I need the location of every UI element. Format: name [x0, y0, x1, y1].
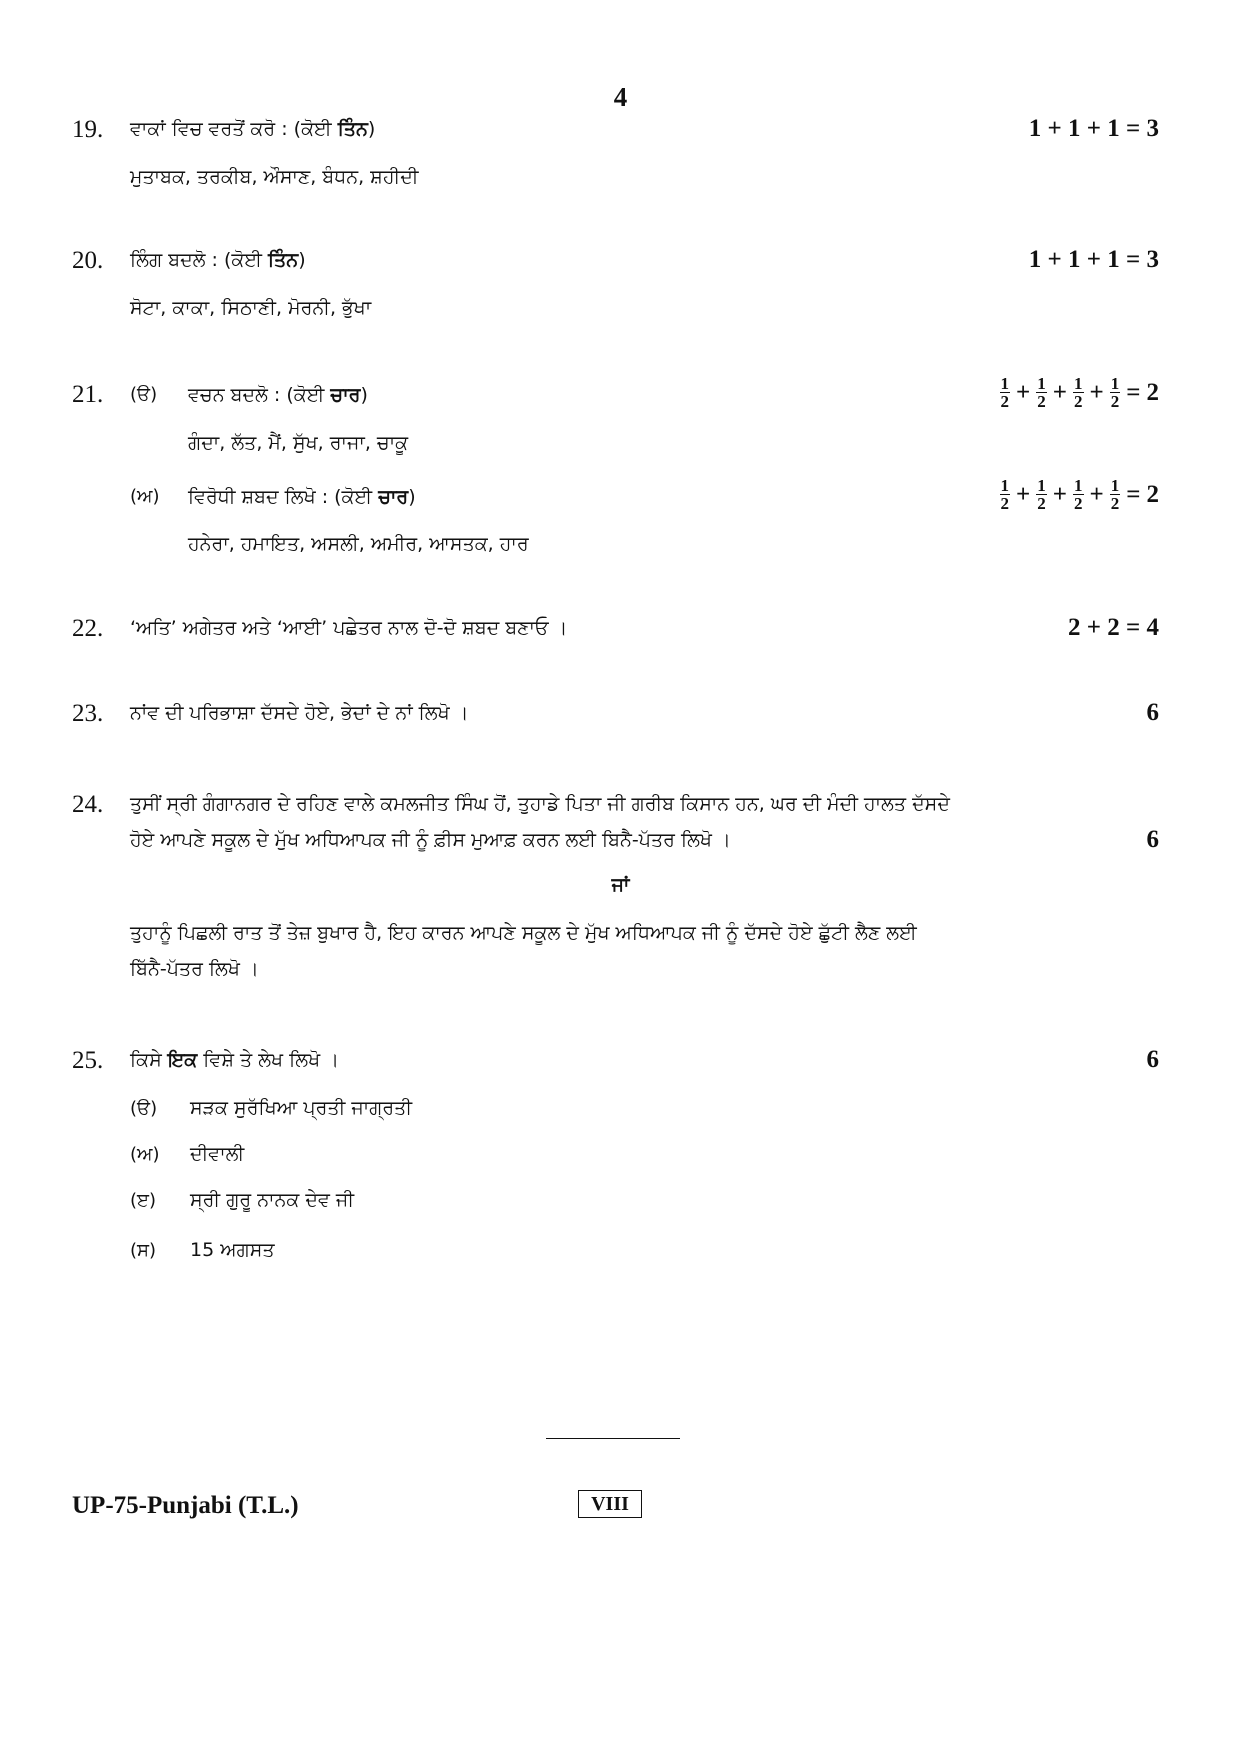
option-label: (ੲ)	[130, 1190, 157, 1211]
question-24-alt-line-2: ਬਿੱਨੈ-ਪੱਤਰ ਲਿਖੋ ।	[130, 958, 259, 980]
question-20-instruction: ਲਿੰਗ ਬਦਲੋ : (ਕੋਈ ਤਿੰਨ)	[130, 249, 306, 271]
question-21b-label: (ਅ)	[130, 486, 160, 507]
option-label: (ਅ)	[130, 1144, 160, 1165]
option-text: ਸ੍ਰੀ ਗੁਰੂ ਨਾਨਕ ਦੇਵ ਜੀ	[190, 1189, 355, 1211]
question-24-alt-line-1: ਤੁਹਾਨੂੰ ਪਿਛਲੀ ਰਾਤ ਤੋਂ ਤੇਜ਼ ਬੁਖਾਰ ਹੈ, ਇਹ ਕਾਰਨ ਆਪਣੇ ਸਕੂਲ ਦੇ ਮੁੱਖ ਅਧਿਆਪਕ ਜੀ ਨੂੰ ਦੱਸਦੇ ਹੋਏ ਛੁੱਟੀ ਲੈਣ ਲਈ	[130, 922, 917, 944]
question-22-marks: 2 + 2 = 4	[1068, 614, 1159, 641]
option-text: ਸੜਕ ਸੁਰੱਖਿਆ ਪ੍ਰਤੀ ਜਾਗ੍ਰਤੀ	[190, 1097, 413, 1119]
question-21a-marks: $\frac{1}{2}$ + $\frac{1}{2}$ + $\frac{1}{2}$ + $\frac{1}{2}$ = 2	[1000, 374, 1159, 411]
question-21b-marks: $\frac{1}{2}$ + $\frac{1}{2}$ + $\frac{1}{2}$ + $\frac{1}{2}$ = 2	[1000, 476, 1159, 513]
class-box: VIII	[578, 1490, 642, 1518]
question-20-marks: 1 + 1 + 1 = 3	[1028, 246, 1159, 273]
question-24-line-2: ਹੋਏ ਆਪਣੇ ਸਕੂਲ ਦੇ ਮੁੱਖ ਅਧਿਆਪਕ ਜੀ ਨੂੰ ਫ਼ੀਸ ਮੁਆਫ਼ ਕਰਨ ਲਈ ਬਿਨੈ-ਪੱਤਰ ਲਿਖੋ ।	[130, 829, 731, 851]
question-19-words: ਮੁਤਾਬਕ, ਤਰਕੀਬ, ਔਸਾਣ, ਬੰਧਨ, ਸ਼ਹੀਦੀ	[130, 166, 419, 188]
fraction-half: $\frac{1}{2}$	[1074, 476, 1083, 513]
question-21b-words: ਹਨੇਰਾ, ਹਮਾਇਤ, ਅਸਲੀ, ਅਮੀਰ, ਆਸਤਕ, ਹਾਰ	[188, 533, 529, 555]
question-number-19: 19.	[72, 116, 104, 143]
question-21a-instruction: ਵਚਨ ਬਦਲੋ : (ਕੋਈ ਚਾਰ)	[188, 384, 368, 406]
option-label: (ੳ)	[130, 1098, 158, 1119]
fraction-half: $\frac{1}{2}$	[1000, 374, 1009, 411]
question-21a-words: ਗੰਦਾ, ਲੱਤ, ਮੈਂ, ਸੁੱਖ, ਰਾਜਾ, ਚਾਕੂ	[188, 432, 409, 454]
page-number: 4	[613, 82, 628, 112]
question-number-22: 22.	[72, 615, 104, 642]
paper-code: UP-75-Punjabi (T.L.)	[72, 1492, 299, 1519]
fraction-half: $\frac{1}{2}$	[1037, 374, 1046, 411]
fraction-half: $\frac{1}{2}$	[1000, 476, 1009, 513]
question-25-marks: 6	[1146, 1046, 1159, 1073]
question-number-23: 23.	[72, 700, 104, 727]
question-21b-instruction: ਵਿਰੋਧੀ ਸ਼ਬਦ ਲਿਖੋ : (ਕੋਈ ਚਾਰ)	[188, 486, 416, 508]
question-20-words: ਸੋਟਾ, ਕਾਕਾ, ਸਿਠਾਣੀ, ਮੋਰਨੀ, ਭੁੱਖਾ	[130, 297, 372, 319]
fraction-half: $\frac{1}{2}$	[1110, 476, 1120, 513]
question-number-25: 25.	[72, 1047, 104, 1074]
end-rule	[546, 1438, 680, 1439]
question-number-21: 21.	[72, 381, 104, 408]
question-25-instruction: ਕਿਸੇ ਇਕ ਵਿਸ਼ੇ ਤੇ ਲੇਖ ਲਿਖੋ ।	[130, 1049, 339, 1071]
question-23-text: ਨਾਂਵ ਦੀ ਪਰਿਭਾਸ਼ਾ ਦੱਸਦੇ ਹੋਏ, ਭੇਦਾਂ ਦੇ ਨਾਂ ਲਿਖੋ ।	[130, 702, 469, 724]
option-label: (ਸ)	[130, 1240, 157, 1261]
question-19-marks: 1 + 1 + 1 = 3	[1028, 115, 1159, 142]
question-22-text: ‘ਅਤਿ’ ਅਗੇਤਰ ਅਤੇ ‘ਆਈ’ ਪਛੇਤਰ ਨਾਲ ਦੋ-ਦੋ ਸ਼ਬਦ ਬਣਾਓ ।	[130, 617, 568, 639]
question-21a-label: (ੳ)	[130, 384, 158, 405]
fraction-half: $\frac{1}{2}$	[1037, 476, 1046, 513]
question-24-marks: 6	[1146, 826, 1159, 853]
question-number-24: 24.	[72, 791, 104, 818]
question-number-20: 20.	[72, 247, 104, 274]
question-23-marks: 6	[1146, 699, 1159, 726]
fraction-half: $\frac{1}{2}$	[1074, 374, 1083, 411]
option-text: ਦੀਵਾਲੀ	[190, 1143, 245, 1165]
fraction-half: $\frac{1}{2}$	[1110, 374, 1120, 411]
or-separator: ਜਾਂ	[611, 874, 630, 896]
question-24-line-1: ਤੁਸੀਂ ਸ੍ਰੀ ਗੰਗਾਨਗਰ ਦੇ ਰਹਿਣ ਵਾਲੇ ਕਮਲਜੀਤ ਸਿੰਘ ਹੋਂ, ਤੁਹਾਡੇ ਪਿਤਾ ਜੀ ਗਰੀਬ ਕਿਸਾਨ ਹਨ, ਘਰ ਦੀ ਮੰਦੀ ਹਾਲਤ ਦੱਸਦੇ	[130, 793, 950, 815]
option-text: 15 ਅਗਸਤ	[190, 1239, 275, 1261]
question-19-instruction: ਵਾਕਾਂ ਵਿਚ ਵਰਤੋਂ ਕਰੋ : (ਕੋਈ ਤਿੰਨ)	[130, 118, 376, 140]
